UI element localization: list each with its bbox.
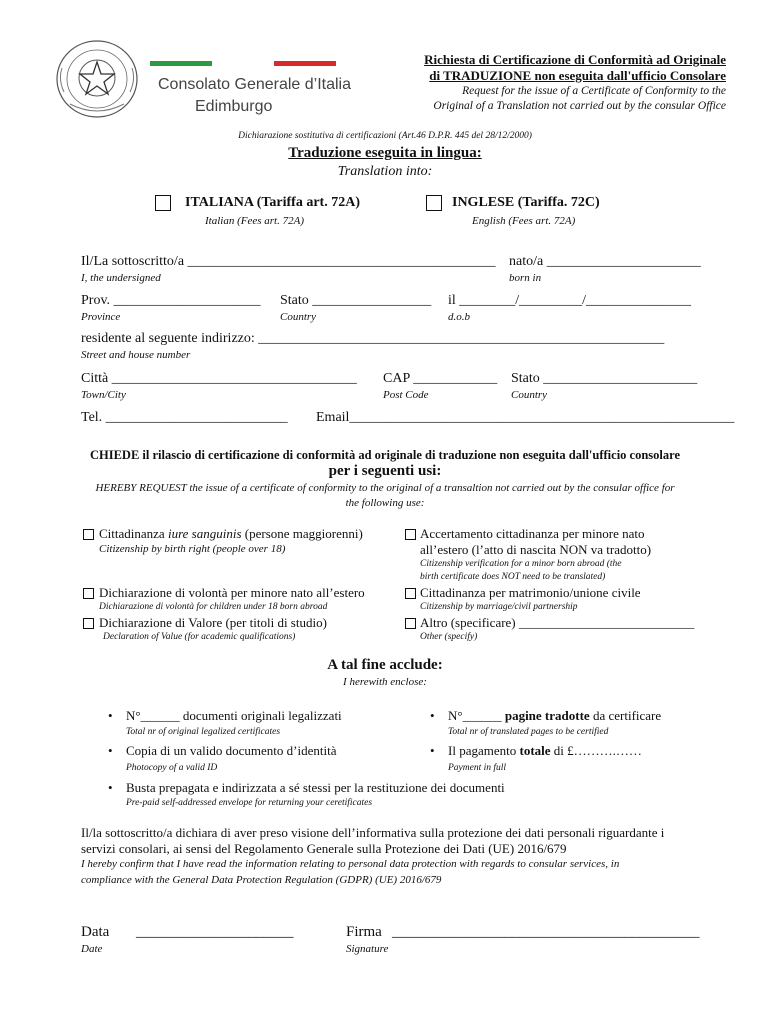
- italian-label: ITALIANA (Tariffa art. 72A): [185, 195, 360, 210]
- bullet-icon: •: [108, 708, 113, 723]
- verification-label-line2: all’estero (l’atto di nascita NON va tradotto): [420, 542, 652, 557]
- value-declaration-label-en: Declaration of Value (for academic qualifications): [103, 632, 296, 642]
- signature-label: Firma: [346, 924, 382, 940]
- country2-field[interactable]: Stato ______________________: [511, 371, 698, 386]
- marriage-label: Cittadinanza per matrimonio/unione civile: [420, 585, 641, 600]
- will-declaration-checkbox[interactable]: [83, 588, 94, 599]
- citizenship-label-post: (persone maggiorenni): [241, 526, 363, 541]
- city-label-en: Town/City: [81, 389, 126, 401]
- date-label-en: Date: [81, 943, 103, 955]
- privacy-en-line1: I hereby confirm that I have read the information relating to personal data protection with regards to consular services, in: [81, 858, 620, 870]
- bullet-icon: •: [430, 708, 435, 723]
- verification-checkbox[interactable]: [405, 529, 416, 540]
- form-subtitle-line2: Original of a Translation not carried out by the consular Office: [433, 100, 726, 112]
- bullet-icon: •: [430, 743, 435, 758]
- email-field[interactable]: Email_______________________________________________________: [316, 410, 735, 425]
- form-subtitle-line1: Request for the issue of a Certificate of Conformity to the: [462, 85, 726, 97]
- request-line1: CHIEDE il rilascio di certificazione di conformità ad originale di traduzione non eseguita dall'ufficio consolare: [89, 448, 680, 462]
- province-field[interactable]: Prov. _____________________: [81, 293, 261, 308]
- bullet-icon: •: [108, 780, 113, 795]
- value-declaration-label: Dichiarazione di Valore (per titoli di studio): [99, 615, 327, 630]
- italian-checkbox[interactable]: [155, 195, 171, 211]
- verification-label-en1: Citizenship verification for a minor born abroad (the: [420, 559, 622, 569]
- signature-field[interactable]: _________________________________________: [392, 924, 700, 940]
- form-title-line2: di TRADUZIONE non eseguita dall'ufficio Consolare: [429, 68, 726, 83]
- citizenship-label: [99, 526, 363, 542]
- province-label-en: Province: [81, 311, 121, 323]
- payment-label-en: Payment in full: [448, 763, 507, 773]
- marriage-label-en: Citizenship by marriage/civil partnership: [420, 602, 578, 612]
- english-checkbox[interactable]: [426, 195, 442, 211]
- english-label-en: English (Fees art. 72A): [472, 215, 576, 227]
- enclose-heading: A tal fine acclude:: [327, 657, 443, 673]
- address-field[interactable]: residente al seguente indirizzo: __________________________________________________________: [81, 331, 665, 346]
- english-label: INGLESE (Tariffa. 72C): [452, 195, 600, 210]
- other-field[interactable]: Altro (specificare) ___________________________: [420, 615, 695, 630]
- payment-post: di £……….……: [550, 743, 642, 758]
- request-en-line2: the following use:: [345, 497, 425, 509]
- payment-pre: Il pagamento: [448, 743, 520, 758]
- verification-label-en2: birth certificate does NOT need to be translated): [420, 572, 606, 582]
- request-en-line1: HEREBY REQUEST the issue of a certificate of conformity to the original of a transaltion not carried out by the consular office for: [95, 482, 675, 494]
- bullet-icon: •: [108, 743, 113, 758]
- value-declaration-checkbox[interactable]: [83, 618, 94, 629]
- request-line2: per i seguenti usi:: [328, 463, 442, 479]
- will-declaration-label-en: Dichiarazione di volontà for children under 18 born abroad: [99, 602, 328, 612]
- citizenship-checkbox[interactable]: [83, 529, 94, 540]
- original-docs-label-en: Total nr of original legalized certificates: [126, 727, 281, 737]
- will-declaration-label: Dichiarazione di volontà per minore nato all’estero: [99, 585, 365, 600]
- id-copy-label-en: Photocopy of a valid ID: [126, 763, 218, 773]
- privacy-it-line1: Il/la sottoscritto/a dichiara di aver preso visione dell’informativa sulla protezione dei dati personali riguardante i: [81, 825, 665, 840]
- citizenship-label-pre: Cittadinanza: [99, 526, 168, 541]
- city-field[interactable]: Città ___________________________________: [81, 371, 357, 386]
- marriage-checkbox[interactable]: [405, 588, 416, 599]
- enclose-heading-en: I herewith enclose:: [343, 676, 427, 688]
- telephone-field[interactable]: Tel. __________________________: [81, 410, 288, 425]
- address-label-en: Street and house number: [81, 349, 191, 361]
- born-field[interactable]: nato/a ______________________: [509, 254, 701, 269]
- translated-pages-field[interactable]: [448, 708, 661, 724]
- translated-pages-post: da certificare: [589, 708, 662, 723]
- consulate-name: Consolato Generale d’Italia: [158, 76, 352, 93]
- privacy-en-line2: compliance with the General Data Protection Regulation (GDPR) (UE) 2016/679: [81, 874, 442, 886]
- postcode-label-en: Post Code: [383, 389, 429, 401]
- translated-pages-pre: N°______: [448, 708, 505, 723]
- dob-field[interactable]: il ________/_________/_______________: [448, 293, 692, 308]
- translated-pages-bold: pagine tradotte: [504, 708, 590, 723]
- translation-heading-en: Translation into:: [337, 164, 433, 179]
- dob-label-en: d.o.b: [448, 311, 470, 323]
- citizenship-label-latin: iure sanguinis: [167, 526, 242, 541]
- date-field[interactable]: _____________________: [136, 924, 294, 940]
- payment-field[interactable]: [448, 743, 642, 759]
- other-label-en: Other (specify): [420, 632, 478, 642]
- privacy-it-line2: servizi consolari, ai sensi del Regolamento Generale sulla Protezione dei Dati (UE) 2016/679: [81, 841, 567, 856]
- citizenship-label-en: Citizenship by birth right (people over 18): [99, 543, 286, 555]
- translation-heading: Traduzione eseguita in lingua:: [288, 145, 482, 161]
- italian-flag-stripe: [150, 61, 336, 66]
- date-label: Data: [81, 924, 110, 940]
- born-label-en: born in: [509, 272, 542, 284]
- country-field[interactable]: Stato _________________: [280, 293, 432, 308]
- envelope-item: Busta prepagata e indirizzata a sé stessi per la restituzione dei documenti: [126, 780, 505, 795]
- country2-label-en: Country: [511, 389, 548, 401]
- italian-label-en: Italian (Fees art. 72A): [205, 215, 304, 227]
- consulate-city: Edimburgo: [195, 98, 273, 115]
- undersigned-field[interactable]: Il/La sottoscritto/a ____________________________________________: [81, 254, 496, 269]
- payment-bold: totale: [519, 743, 551, 758]
- form-title-line1: Richiesta di Certificazione di Conformità ad Originale: [424, 52, 726, 67]
- verification-label-line1: Accertamento cittadinanza per minore nato: [420, 526, 645, 541]
- other-checkbox[interactable]: [405, 618, 416, 629]
- emblem-icon: [48, 38, 146, 120]
- postcode-field[interactable]: CAP ____________: [383, 371, 498, 386]
- translated-pages-label-en: Total nr of translated pages to be certified: [448, 727, 609, 737]
- envelope-label-en: Pre-paid self-addressed envelope for returning your ceretificates: [126, 798, 373, 808]
- country-label-en: Country: [280, 311, 317, 323]
- id-copy-item: Copia di un valido documento d’identità: [126, 743, 337, 758]
- declaration-note: Dichiarazione sostitutiva di certificazioni (Art.46 D.P.R. 445 del 28/12/2000): [238, 131, 532, 141]
- signature-label-en: Signature: [346, 943, 389, 955]
- undersigned-label-en: I, the undersigned: [81, 272, 161, 284]
- original-docs-field[interactable]: N°______ documenti originali legalizzati: [126, 708, 342, 723]
